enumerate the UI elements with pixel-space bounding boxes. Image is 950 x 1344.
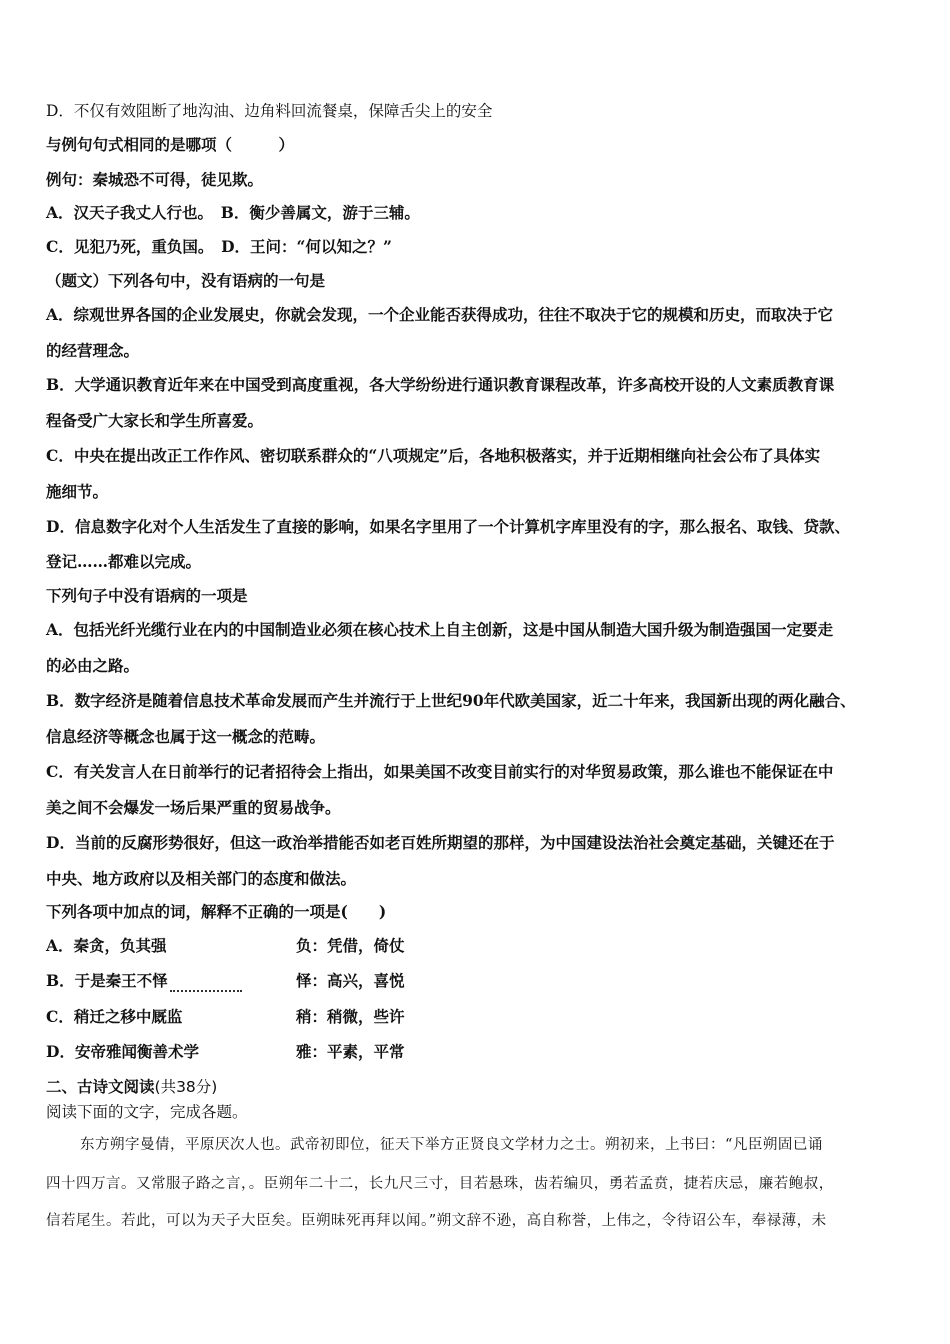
option-d-line1: D．信息数字化对个人生活发生了直接的影响，如果名字里用了一个计算机字库里没有的字，那么报名、取钱、贷款、 <box>46 517 850 536</box>
passage-line-2: 四十四万言。又常服子路之言，。臣朔年二十二，长九尺三寸，目若悬珠，齿若编贝，勇若孟贲，捷若庆忌，廉若鲍叔， <box>46 1176 834 1192</box>
section-instruction: 阅读下面的文字，完成各题。 <box>46 1103 248 1121</box>
question-no-error-2: 下列句子中没有语病的一项是 <box>46 586 248 605</box>
option-b2-line1: B．数字经济是随着信息技术革命发展而产生并流行于上世纪90年代欧美国家，近二十年来，我国新出现的两化融合、 <box>46 691 856 710</box>
option-a-line1: A．综观世界各国的企业发展史，你就会发现，一个企业能否获得成功，往往不取决于它的规模和历史，而取决于它 <box>46 305 834 324</box>
passage-line-1: 东方朔字曼倩，平原厌次人也。武帝初即位，征天下举方正贤良文学材力之士。朔初来，上书曰：“凡臣朔固已诵 <box>80 1137 823 1153</box>
passage-line-3: 信若尾生。若此，可以为天子大臣矣。臣朔昧死再拜以闻。”朔文辞不逊，高自称誉，上伟之，令待诏公车，奉禄薄，未 <box>46 1213 827 1229</box>
option-d-line: D．不仅有效阻断了地沟油、边角料回流餐桌，保障舌尖上的安全 <box>46 102 493 120</box>
section-score: (共38分) <box>154 1078 218 1096</box>
option-d2-line2: 中央、地方政府以及相关部门的态度和做法。 <box>46 869 357 888</box>
vocab-meaning: 负：凭借，倚仗 <box>296 936 405 955</box>
vocab-row <box>46 970 446 992</box>
options-ab: A．汉天子我丈人行也。 B．衡少善属文，游于三辅。 <box>46 203 420 222</box>
vocab-row <box>46 935 446 957</box>
option-a-line2: 的经营理念。 <box>46 341 140 360</box>
option-a2-line2: 的必由之路。 <box>46 656 140 675</box>
option-c2-line1: C．有关发言人在日前举行的记者招待会上指出，如果美国不改变目前实行的对华贸易政策，那么谁也不能保证在中 <box>46 762 834 781</box>
vocab-word: A．秦贪，负其强 <box>46 936 167 955</box>
option-b-line1: B．大学通识教育近年来在中国受到高度重视，各大学纷纷进行通识教育课程改革，许多高校开设的人文素质教育课 <box>46 375 835 394</box>
question-no-error: （题文）下列各句中，没有语病的一句是 <box>46 271 326 290</box>
vocab-word: C．稍迁之移中厩监 <box>46 1007 183 1026</box>
option-c-line1: C．中央在提出改正工作作风、密切联系群众的“八项规定”后，各地积极落实，并于近期相继向社会公布了具体实 <box>46 446 821 465</box>
vocab-word: B．于是秦王不怿 <box>46 971 168 990</box>
vocab-row <box>46 1041 446 1063</box>
option-c-line2: 施细节。 <box>46 482 109 501</box>
vocab-word: D．安帝雅闻衡善术学 <box>46 1042 199 1061</box>
option-d-line2: 登记……都难以完成。 <box>46 552 202 571</box>
vocab-meaning: 怿：高兴，喜悦 <box>296 971 405 990</box>
section-heading <box>46 1076 217 1098</box>
option-c2-line2: 美之间不会爆发一场后果严重的贸易战争。 <box>46 798 341 817</box>
emphasis-dots <box>170 990 242 992</box>
section-title: 二、古诗文阅读 <box>46 1077 155 1096</box>
option-d2-line1: D．当前的反腐形势很好，但这一政治举措能否如老百姓所期望的那样，为中国建设法治社会奠定基础，关键还在于 <box>46 833 835 852</box>
example-sentence: 例句：秦城恐不可得，徒见欺。 <box>46 170 264 189</box>
vocab-row <box>46 1006 446 1028</box>
options-cd: C．见犯乃死，重负国。 D．王问：“何以知之？” <box>46 237 392 256</box>
question-sentence-pattern: 与例句句式相同的是哪项（ ） <box>46 135 295 154</box>
vocab-meaning: 稍：稍微，些许 <box>296 1007 405 1026</box>
question-vocab: 下列各项中加点的词，解释不正确的一项是( ) <box>46 902 387 921</box>
option-a2-line1: A．包括光纤光缆行业在内的中国制造业必须在核心技术上自主创新，这是中国从制造大国升级为制造强国一定要走 <box>46 620 834 639</box>
option-b2-line2: 信息经济等概念也属于这一概念的范畴。 <box>46 727 326 746</box>
option-b-line2: 程备受广大家长和学生所喜爱。 <box>46 411 264 430</box>
vocab-meaning: 雅：平素，平常 <box>296 1042 405 1061</box>
